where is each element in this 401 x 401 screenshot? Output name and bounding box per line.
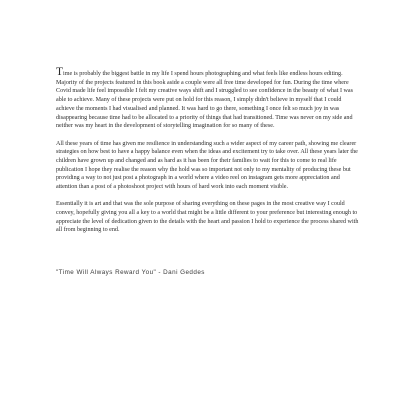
paragraph-2: All these years of time has given me resilience in understanding such a wider aspect of my career path, showing me clearer strategies on how best to have a happy balance even when the ideas and excitement try to take over. All these years later the children have grown up and changed and as hard as it has been for their families to wait for this to come to real life publication I hope they realise the reason why the hold was so important not only to my mentality of producing these but providing a way to not just post a photograph in a world where a video reel on instagram gets more appreciation and attention than a post of a photoshoot project with hours of hard work into each moment visible. xyxy=(56,140,358,191)
paragraph-1-text: ime is probably the biggest battle in my life I spend hours photographing and what feels like endless hours editing. Majority of the projects featured in this book aside a couple were all free time developed for fun. During the time where Covid made life feel impossible I felt my creative ways shift and I struggled to see confidence in the beauty of what I was able to achieve. Many of these projects were put on hold for this reason, I simply didn't believe in myself that I could achieve the moments I had visualised and planned. It was hard to go there, something I once felt so much joy in was disappearing because time had to be allocated to a priority of things that had transitioned. Time was never on my side and neither was my heart in the development of storytelling imagination for so many of these. xyxy=(56,71,353,130)
closing-quote: "Time Will Always Reward You" - Dani Geddes xyxy=(56,269,205,277)
paragraph-1 xyxy=(56,68,361,131)
drop-cap: T xyxy=(56,66,64,78)
paragraph-3: Essentially it is art and that was the sole purpose of sharing everything on these pages in the most creative way I could convey, hopefully giving you all a key to a world that might be a little different to your preference but interesting enough to appreciate the level of dedication given to the details with the heart and passion I hold to experience the process shared with all from beginning to end. xyxy=(56,201,359,234)
